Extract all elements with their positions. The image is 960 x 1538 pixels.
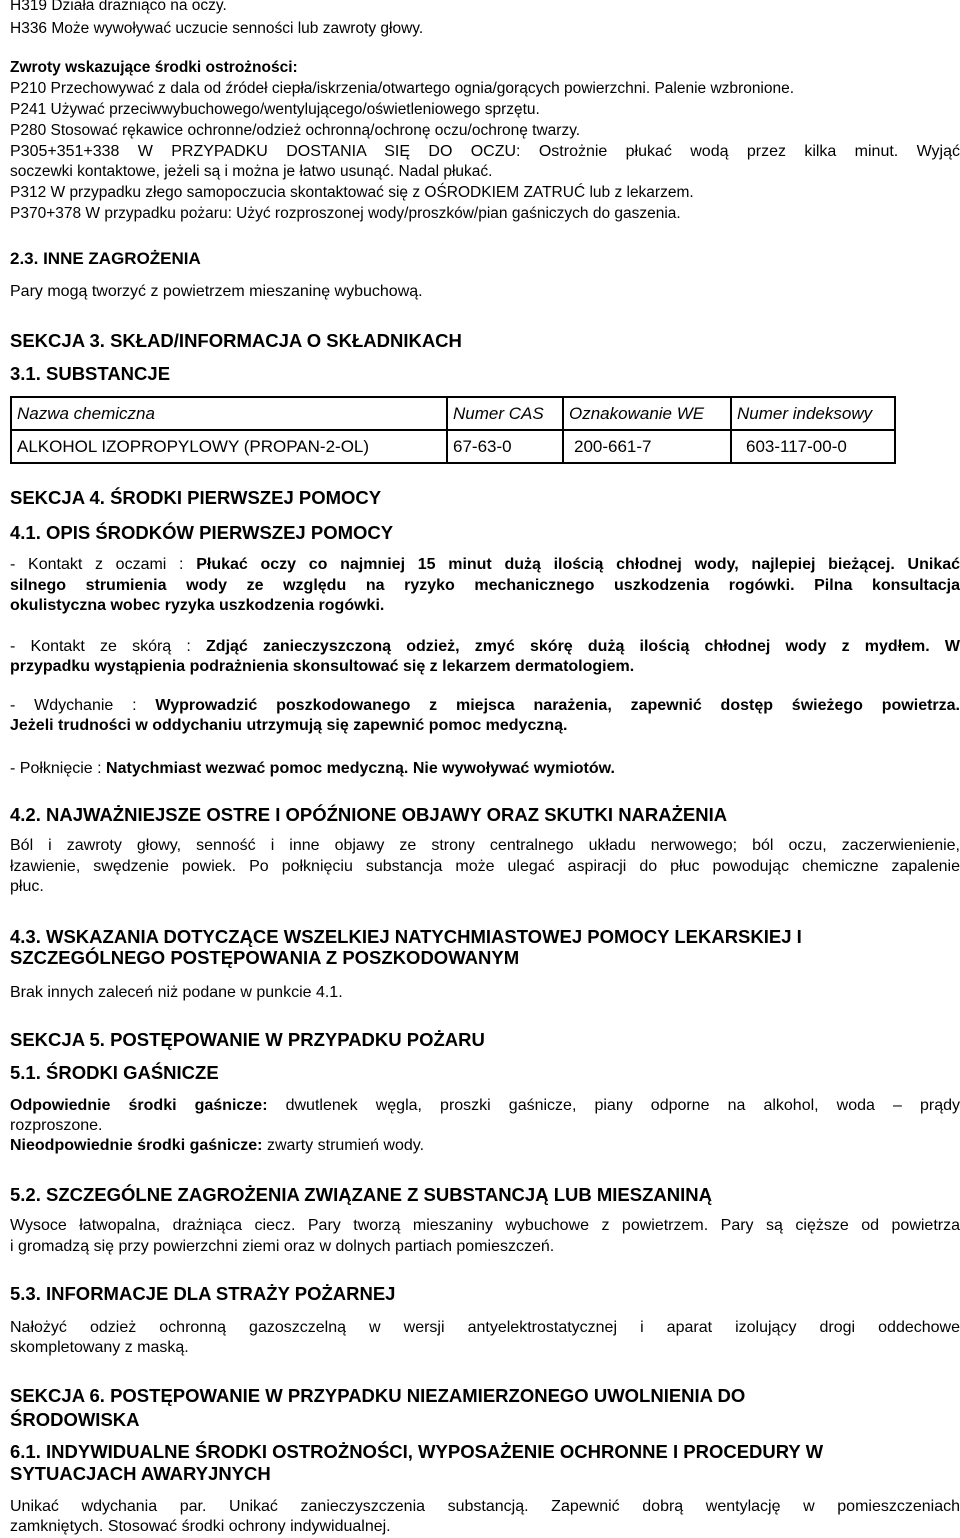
first-aid-ingestion (10, 759, 615, 779)
section-5-3-heading: 5.3. INFORMACJE DLA STRAŻY POŻARNEJ (10, 1283, 396, 1304)
first-aid-eyes-line3: okulistyczna wobec ryzyka uszkodzenia rogówki. (10, 597, 385, 614)
first-aid-eyes-text: Płukać oczy co najmniej 15 minut dużą ilością chłodnej wody, najlepiej bieżącej. Unikać (196, 556, 960, 573)
table-cell: ALKOHOL IZOPROPYLOWY (PROPAN-2-OL) (11, 430, 447, 463)
precaution-p210: P210 Przechowywać z dala od źródeł ciepła/iskrzenia/otwartego ognia/gorących powierzchni. Palenie wzbronione. (10, 80, 795, 97)
section-2-3-text: Pary mogą tworzyć z powietrzem mieszaninę wybuchową. (10, 283, 423, 300)
table-cell: 67-63-0 (447, 430, 563, 463)
table-header-cell: Numer CAS (447, 397, 563, 430)
symptoms-line1: Ból i zawroty głowy, senność i inne objawy ze strony centralnego układu nerwowego; ból oczu, zaczerwienienie, (10, 837, 960, 854)
section-5-2-heading: 5.2. SZCZEGÓLNE ZAGROŻENIA ZWIĄZANE Z SUBSTANCJĄ LUB MIESZANINĄ (10, 1184, 712, 1205)
extinguishing-unsuitable-label: Nieodpowiednie środki gaśnicze: (10, 1137, 263, 1154)
extinguishing-suitable-label: Odpowiednie środki gaśnicze: (10, 1097, 268, 1114)
hazard-h336: H336 Może wywoływać uczucie senności lub zawroty głowy. (10, 20, 424, 37)
section-4-2-heading: 4.2. NAJWAŻNIEJSZE OSTRE I OPÓŹNIONE OBJAWY ORAZ SKUTKI NARAŻENIA (10, 804, 728, 825)
section-3-1-heading: 3.1. SUBSTANCJE (10, 363, 171, 384)
table-header-cell: Numer indeksowy (731, 397, 895, 430)
extinguishing-unsuitable (10, 1136, 424, 1156)
first-aid-inhalation-line2: Jeżeli trudności w oddychaniu utrzymują się zapewnić pomoc medyczną. (10, 717, 568, 734)
first-aid-inhalation-line1 (10, 696, 960, 716)
section-5-1-heading: 5.1. ŚRODKI GAŚNICZE (10, 1062, 219, 1083)
section-2-3-heading: 2.3. INNE ZAGROŻENIA (10, 249, 201, 268)
substances-table (10, 396, 896, 464)
first-aid-skin-text: Zdjąć zanieczyszczoną odzież, zmyć skórę dużą ilością chłodnej wody z mydłem. W (206, 638, 960, 655)
first-aid-skin-line2: przypadku wystąpienia podrażnienia skonsultować się z lekarzem dermatologiem. (10, 658, 635, 675)
section-4-1-heading: 4.1. OPIS ŚRODKÓW PIERWSZEJ POMOCY (10, 522, 394, 543)
section-4-heading: SEKCJA 4. ŚRODKI PIERWSZEJ POMOCY (10, 487, 382, 508)
firefighters-line1: Nałożyć odzież ochronną gazoszczelną w wersji antyelektrostatycznej i aparat izolujący drogi oddechowe (10, 1319, 960, 1336)
table-header-cell: Nazwa chemiczna (11, 397, 447, 430)
section-6-1-heading-line1: 6.1. INDYWIDUALNE ŚRODKI OSTROŻNOŚCI, WYPOSAŻENIE OCHRONNE I PROCEDURY W (10, 1441, 824, 1462)
extinguishing-suitable-line1 (10, 1096, 960, 1116)
table-header-cell: Oznakowanie WE (563, 397, 731, 430)
first-aid-ingestion-text: Natychmiast wezwać pomoc medyczną. Nie wywoływać wymiotów. (106, 760, 615, 777)
extinguishing-unsuitable-text: zwarty strumień wody. (262, 1137, 425, 1154)
first-aid-eyes-line1 (10, 555, 960, 575)
section-6-heading-line1: SEKCJA 6. POSTĘPOWANIE W PRZYPADKU NIEZAMIERZONEGO UWOLNIENIA DO (10, 1385, 746, 1406)
first-aid-ingestion-label: - Połknięcie : (10, 760, 107, 777)
first-aid-eyes-line2: silnego strumienia wody ze względu na ryzyko mechanicznego uszkodzenia rogówki. Pilna konsultacja (10, 577, 960, 594)
firefighters-line2: skompletowany z maską. (10, 1339, 189, 1356)
precaution-p305-line2: soczewki kontaktowe, jeżeli są i można je łatwo usunąć. Nadal płukać. (10, 163, 493, 180)
precaution-p370: P370+378 W przypadku pożaru: Użyć rozproszonej wody/proszków/pian gaśniczych do gaszenia. (10, 205, 681, 222)
section-6-1-heading-line2: SYTUACJACH AWARYJNYCH (10, 1463, 271, 1484)
first-aid-skin-label: - Kontakt ze skórą : (10, 638, 207, 655)
precaution-p280: P280 Stosować rękawice ochronne/odzież ochronną/ochronę oczu/ochronę twarzy. (10, 122, 581, 139)
extinguishing-suitable-text: dwutlenek węgla, proszki gaśnicze, piany odporne na alkohol, woda – prądy (267, 1097, 960, 1114)
table-cell: 200-661-7 (563, 430, 731, 463)
table-header-row (11, 397, 895, 430)
special-hazards-line1: Wysoce łatwopalna, drażniąca ciecz. Pary tworzą mieszaniny wybuchowe z powietrzem. Pary są cięższe od powietrza (10, 1217, 960, 1234)
table-row (11, 430, 895, 463)
symptoms-line3: płuc. (10, 878, 44, 895)
precaution-p312: P312 W przypadku złego samopoczucia skontaktować się z OŚRODKIEM ZATRUĆ lub z lekarzem. (10, 184, 694, 201)
precaution-p305-line1: P305+351+338 W PRZYPADKU DOSTANIA SIĘ DO OCZU: Ostrożnie płukać wodą przez kilka minut. Wyjąć (10, 143, 960, 160)
section-6-heading-line2: ŚRODOWISKA (10, 1409, 140, 1430)
hazard-h319: H319 Działa drażniąco na oczy. (10, 0, 227, 14)
section-5-heading: SEKCJA 5. POSTĘPOWANIE W PRZYPADKU POŻARU (10, 1029, 485, 1050)
section-3-heading: SEKCJA 3. SKŁAD/INFORMACJA O SKŁADNIKACH (10, 330, 462, 351)
section-4-3-text: Brak innych zaleceń niż podane w punkcie 4.1. (10, 984, 343, 1001)
precaution-p241: P241 Używać przeciwwybuchowego/wentylującego/oświetleniowego sprzętu. (10, 101, 540, 118)
symptoms-line2: łzawienie, swędzenie powiek. Po połknięciu substancja może ulegać aspiracji do płuc powodując chemiczne zapalenie (10, 858, 960, 875)
table-cell: 603-117-00-0 (731, 430, 895, 463)
section-4-3-heading-line1: 4.3. WSKAZANIA DOTYCZĄCE WSZELKIEJ NATYCHMIASTOWEJ POMOCY LEKARSKIEJ I (10, 926, 802, 947)
section-4-3-heading-line2: SZCZEGÓLNEGO POSTĘPOWANIA Z POSZKODOWANYM (10, 947, 520, 968)
first-aid-inhalation-text: Wyprowadzić poszkodowanego z miejsca narażenia, zapewnić dostęp świeżego powietrza. (155, 697, 960, 714)
precaution-heading: Zwroty wskazujące środki ostrożności: (10, 59, 298, 76)
section-6-1-text-line2: zamkniętych. Stosować środki ochrony indywidualnej. (10, 1518, 391, 1535)
special-hazards-line2: i gromadzą się przy powierzchni ziemi oraz w dolnych partiach pomieszczeń. (10, 1238, 555, 1255)
first-aid-skin-line1 (10, 637, 960, 657)
first-aid-eyes-label: - Kontakt z oczami : (10, 556, 197, 573)
extinguishing-suitable-line2: rozproszone. (10, 1117, 103, 1134)
first-aid-inhalation-label: - Wdychanie : (10, 697, 156, 714)
section-6-1-text-line1: Unikać wdychania par. Unikać zanieczyszczenia substancją. Zapewnić dobrą wentylację w pomieszczeniach (10, 1498, 960, 1515)
